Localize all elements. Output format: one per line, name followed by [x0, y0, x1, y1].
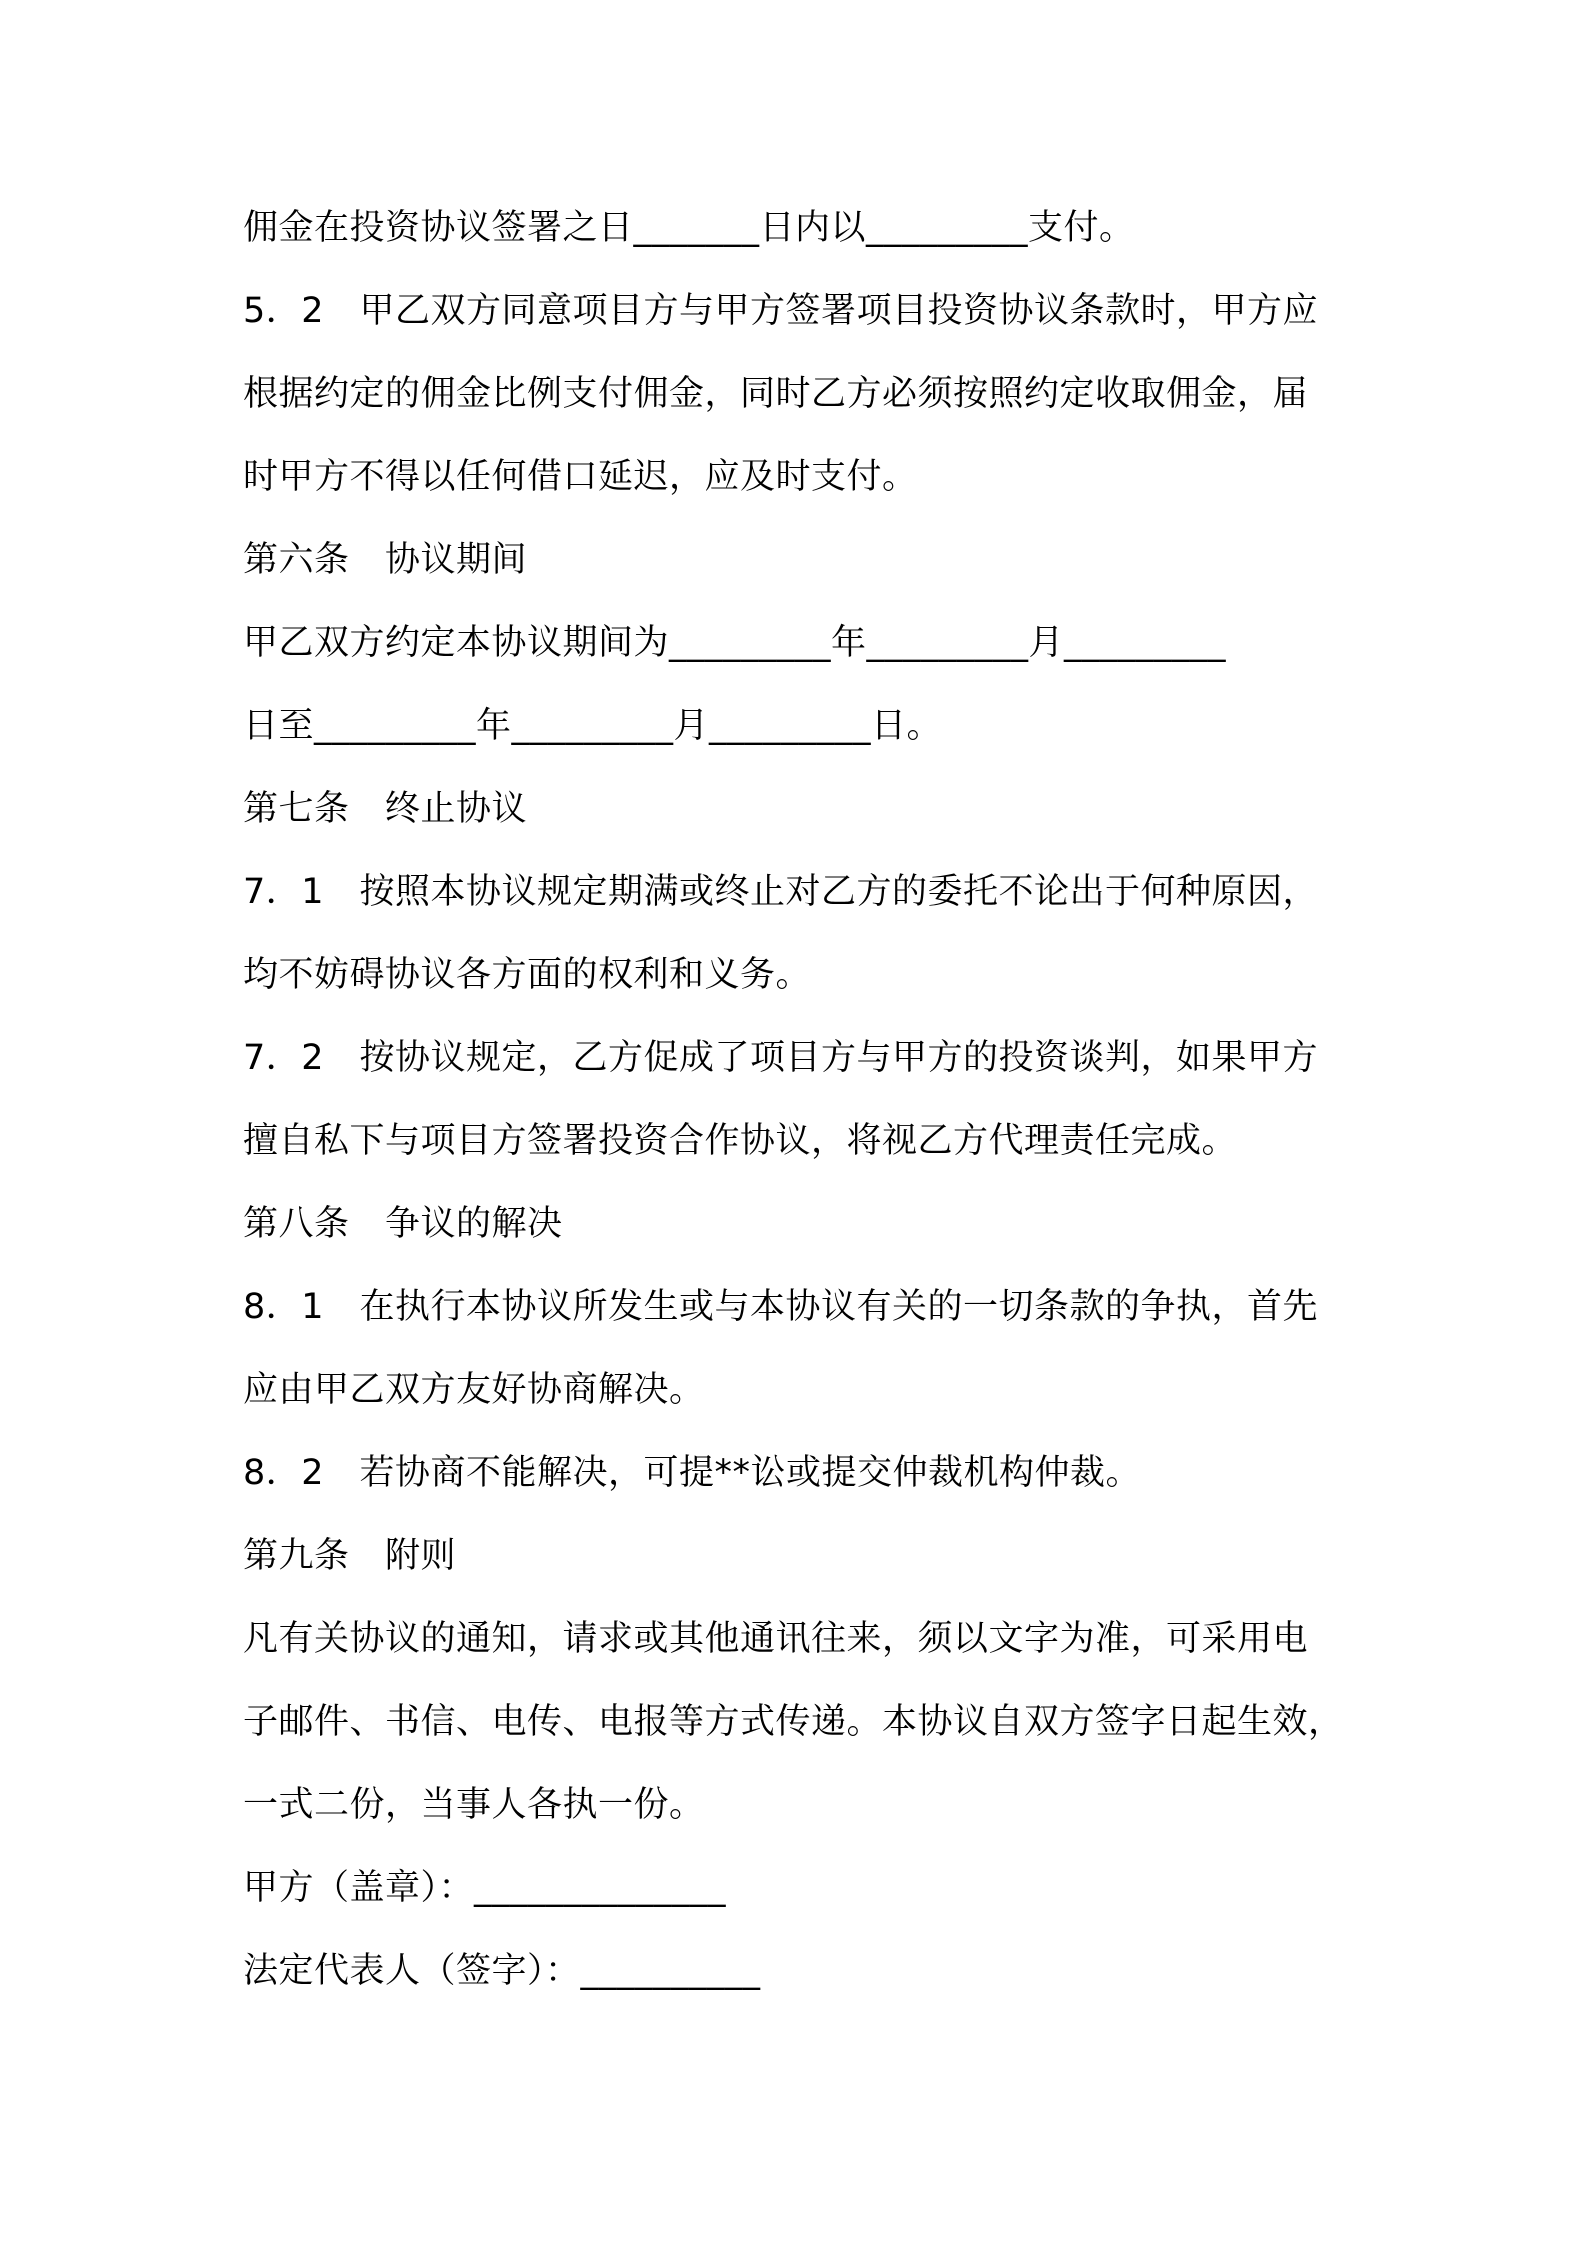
- article-9-heading: 第九条 附则: [243, 1536, 457, 1576]
- legal-representative-signature-line: 法定代表人（签字）：__________: [243, 1951, 761, 1991]
- supplementary-line-1: 凡有关协议的通知，请求或其他通讯往来，须以文字为准，可采用电: [243, 1619, 1309, 1659]
- clause-7-1-line-1: 7．1 按照本协议规定期满或终止对乙方的委托不论出于何种原因，: [243, 872, 1319, 912]
- article-6-heading: 第六条 协议期间: [243, 540, 528, 580]
- agreement-period-line-1: 甲乙双方约定本协议期间为_________年_________月_________: [243, 623, 1227, 663]
- supplementary-line-3: 一式二份，当事人各执一份。: [243, 1785, 705, 1825]
- supplementary-line-2: 子邮件、书信、电传、电报等方式传递。本协议自双方签字日起生效，: [243, 1702, 1344, 1742]
- clause-7-2-line-1: 7．2 按协议规定，乙方促成了项目方与甲方的投资谈判，如果甲方: [243, 1038, 1319, 1078]
- clause-7-2-line-2: 擅自私下与项目方签署投资合作协议，将视乙方代理责任完成。: [243, 1121, 1238, 1161]
- commission-payment-terms: 佣金在投资协议签署之日_______日内以_________支付。: [243, 208, 1135, 248]
- article-7-heading: 第七条 终止协议: [243, 789, 528, 829]
- clause-8-1-line-2: 应由甲乙双方友好协商解决。: [243, 1370, 705, 1410]
- agreement-period-line-2: 日至_________年_________月_________日。: [243, 706, 943, 746]
- clause-5-2-line-1: 5．2 甲乙双方同意项目方与甲方签署项目投资协议条款时，甲方应: [243, 291, 1319, 331]
- party-a-seal-line: 甲方（盖章）：______________: [243, 1868, 727, 1908]
- clause-5-2-line-3: 时甲方不得以任何借口延迟，应及时支付。: [243, 457, 918, 497]
- article-8-heading: 第八条 争议的解决: [243, 1204, 563, 1244]
- clause-8-1-line-1: 8．1 在执行本协议所发生或与本协议有关的一切条款的争执，首先: [243, 1287, 1319, 1327]
- clause-8-2: 8．2 若协商不能解决，可提**讼或提交仲裁机构仲裁。: [243, 1453, 1142, 1493]
- clause-5-2-line-2: 根据约定的佣金比例支付佣金，同时乙方必须按照约定收取佣金，届: [243, 374, 1309, 414]
- clause-7-1-line-2: 均不妨碍协议各方面的权利和义务。: [243, 955, 812, 995]
